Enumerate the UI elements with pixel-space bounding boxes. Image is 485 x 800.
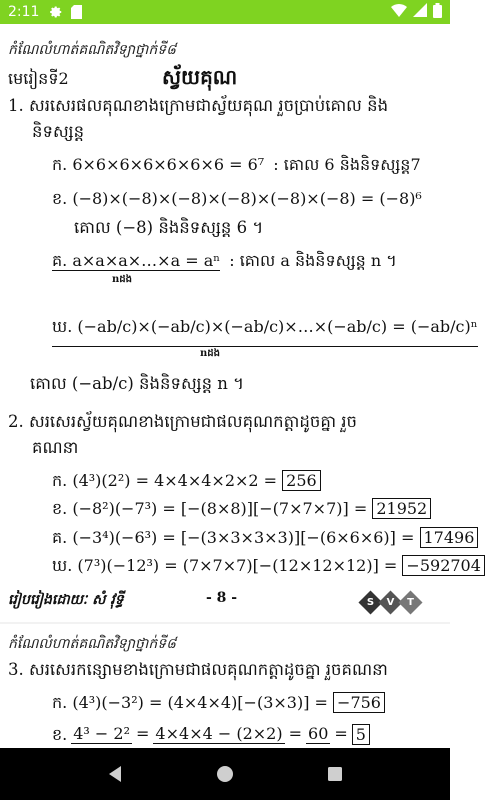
q2-d-answer: −592704	[402, 555, 484, 576]
lesson-label: មេរៀនទី2	[8, 69, 69, 88]
recents-square-icon	[327, 766, 343, 782]
page-header: កំណែលំហាត់គណិតវិទ្យាថ្នាក់ទី៨	[8, 42, 177, 58]
q1-text-line1: 1. សរសេរផលគុណខាងក្រោមជាស្វ័យគុណ រួចប្រាប់គោល និង	[8, 96, 389, 115]
battery-icon	[433, 3, 442, 22]
home-circle-icon	[216, 765, 234, 783]
cellular-signal-icon	[413, 3, 427, 21]
q1-b-text: គោល (−8) និងនិទស្សន្ត 6 ។	[74, 218, 264, 237]
q2-b-answer: 21952	[372, 498, 431, 519]
q2-d-expression: ឃ. (7³)(−12³) = (7×7×7)[−(12×12×12)] =	[52, 556, 398, 575]
lesson-title: ស្វ័យគុណ	[162, 65, 238, 89]
q3-b-label: ខ.	[52, 725, 68, 744]
q2-b-expression: ខ. (−8²)(−7³) = [−(8×8)][−(7×7×7)] =	[52, 499, 368, 518]
page-separator	[0, 622, 450, 624]
status-bar	[0, 0, 450, 24]
q1-c-math: គ. a×a×a×…×a = aⁿ	[52, 251, 221, 270]
wifi-icon	[391, 3, 407, 21]
q3-b-answer: 5	[352, 724, 370, 745]
q3-a-row	[52, 692, 385, 716]
q2-a-answer: 256	[282, 470, 321, 491]
badge-v: V	[378, 590, 402, 614]
document-viewer[interactable]	[0, 24, 481, 748]
q1-c-underbrace-label: nដង	[112, 274, 132, 285]
page2-header: កំណែលំហាត់គណិតវិទ្យាថ្នាក់ទី៨	[8, 636, 177, 652]
badge-t: T	[398, 590, 422, 614]
q2-c-row	[52, 527, 478, 551]
q3-b-numerator-3: 60	[308, 724, 329, 743]
navigation-bar	[0, 748, 450, 800]
q2-c-expression: គ. (−3⁴)(−6³) = [−(3×3×3×3)][−(6×6×6)] =	[52, 528, 415, 547]
q2-text-line1: 2. សរសេរស្វ័យគុណខាងក្រោមជាផលគុណកត្តាដូចគ្នា រួច	[8, 412, 357, 431]
q2-b-row	[52, 498, 431, 522]
back-button[interactable]	[95, 754, 135, 794]
footer-author: រៀបរៀងដោយៈ សំ វុទ្ធី	[8, 592, 124, 608]
q2-a-row	[52, 470, 321, 494]
q1-b-expression: ខ. (−8)×(−8)×(−8)×(−8)×(−8)×(−8) = (−8)⁶	[52, 189, 422, 208]
status-time: 2:11	[8, 4, 40, 20]
q2-c-answer: 17496	[420, 527, 479, 548]
q1-text-line2: និទស្សន្ត	[32, 122, 85, 141]
q3-b-row: ខ. 4³ − 2² = 4×4×4 − (2×2) = 60 = 5	[52, 724, 370, 748]
home-button[interactable]	[205, 754, 245, 794]
q2-text-line2: គណនា	[32, 438, 79, 457]
q1-a-text: : គោល 6 និងនិទស្សន្ត7	[273, 155, 421, 174]
recents-button[interactable]	[315, 754, 355, 794]
badge-s: S	[358, 590, 382, 614]
q1-d-text: គោល (−ab/c) និងនិទស្សន្ត n ។	[30, 374, 245, 393]
footer-page-number: - 8 -	[206, 590, 238, 606]
q2-d-row	[52, 555, 485, 579]
q1-a-expression	[52, 154, 421, 178]
q3-text: 3. សរសេរកន្សោមខាងក្រោមជាផលគុណកត្តាដូចគ្នា រួចគណនា	[8, 660, 388, 679]
q3-b-numerator-2: 4×4×4 − (2×2)	[155, 724, 283, 743]
q1-a-math: ក. 6×6×6×6×6×6×6 = 6⁷	[52, 155, 265, 174]
q3-a-expression: ក. (4³)(−3²) = (4×4×4)[−(3×3)] =	[52, 693, 328, 712]
q1-d-expression: ឃ. (−ab/c)×(−ab/c)×(−ab/c)×…×(−ab/c) = (−ab/c)ⁿ	[52, 316, 478, 347]
q1-d-underbrace-label: nដង	[200, 348, 220, 359]
sd-card-icon	[71, 5, 82, 19]
q1-c-text: : គោល a និងនិទស្សន្ត n ។	[229, 251, 397, 270]
q1-c-expression	[52, 250, 397, 274]
gear-icon	[49, 5, 63, 19]
back-triangle-icon	[106, 765, 124, 783]
q3-b-numerator-1: 4³ − 2²	[73, 724, 131, 743]
q2-a-expression: ក. (4³)(2²) = 4×4×4×2×2 =	[52, 471, 278, 490]
q3-a-answer: −756	[333, 692, 385, 713]
